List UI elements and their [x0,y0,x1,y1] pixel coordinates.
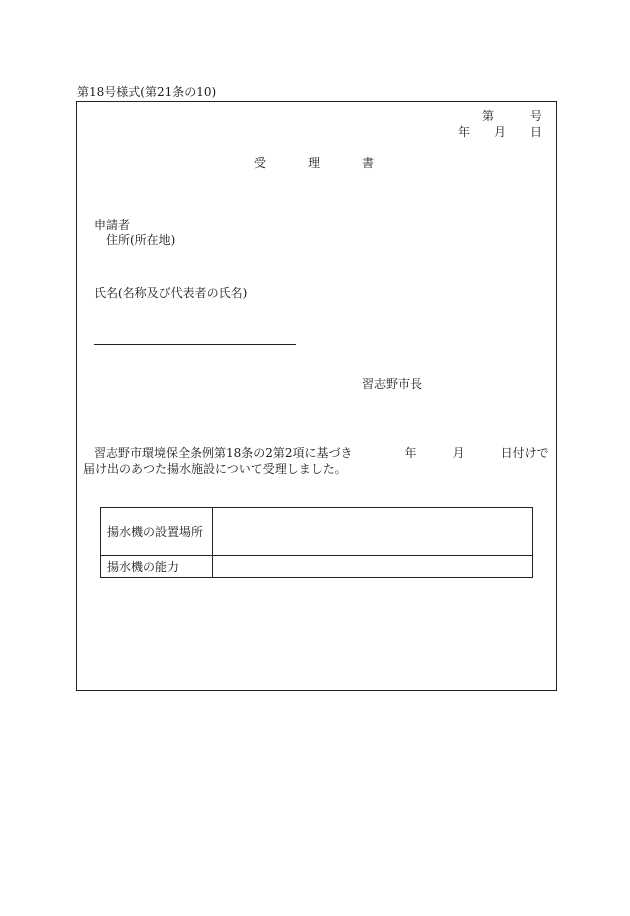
number-dai: 第 [482,109,495,123]
table-row [101,556,533,578]
document-number-line [482,110,542,122]
date-day: 日 [530,125,543,139]
pump-location-label: 揚水機の設置場所 [101,508,213,556]
body-text-line-1 [94,447,549,459]
table-row [101,508,533,556]
pump-location-value[interactable] [213,508,533,556]
body-month: 月 [452,446,465,460]
signature-line [94,344,296,345]
title-char-3: 書 [362,156,375,170]
body-text-line-2: 届け出のあつた揚水施設について受理しました。 [83,462,347,476]
address-label: 住所(所在地) [106,233,176,247]
applicant-heading: 申請者 [94,218,131,232]
title-char-1: 受 [254,156,267,170]
form-number-label: 第18号様式(第21条の10) [77,85,217,99]
title-char-2: 理 [308,156,321,170]
body-day-text: 日付けで [500,446,549,460]
pump-capacity-value[interactable] [213,556,533,578]
date-month: 月 [494,125,507,139]
document-title [254,157,374,169]
number-go: 号 [530,109,543,123]
name-label: 氏名(名称及び代表者の氏名) [94,286,248,300]
form-frame [76,101,557,691]
mayor-title: 習志野市長 [362,377,423,391]
date-year: 年 [458,125,471,139]
body-year: 年 [404,446,417,460]
body-ordinance-text: 習志野市環境保全条例第18条の2第2項に基づき [94,446,353,460]
pump-info-table [100,507,533,578]
pump-capacity-label: 揚水機の能力 [101,556,213,578]
date-line [458,126,542,138]
